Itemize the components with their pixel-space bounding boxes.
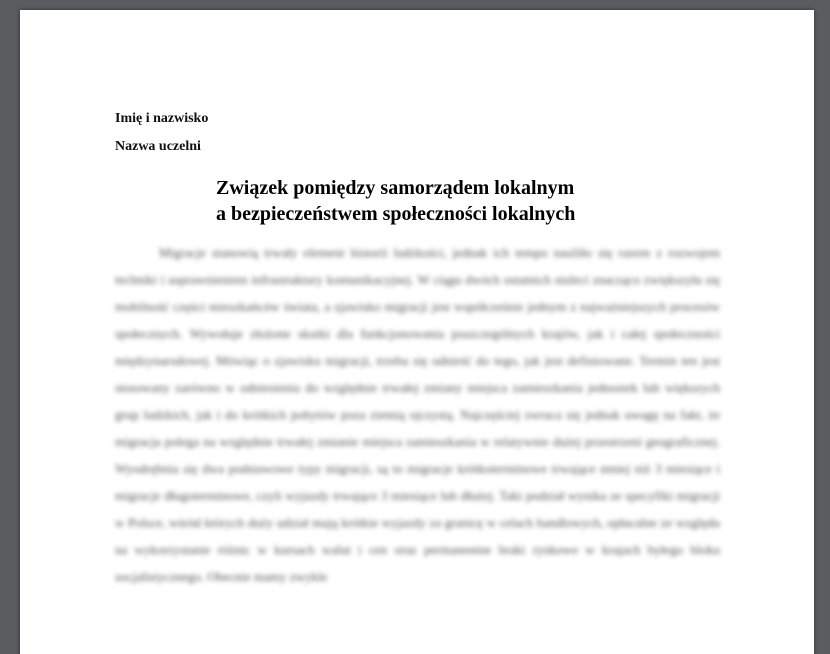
title-line-2: a bezpieczeństwem społeczności lokalnych xyxy=(216,203,576,225)
university-name: Nazwa uczelni xyxy=(115,139,201,154)
body-paragraph: Migracje stanowią trwały element historii ludzkości, jednak ich tempo nasiliło się razem z rozwojem techniki i usprawnieniem infrastruktury komunikacyjnej. W ciągu dwóch ostatnich stuleci znacząco zwiększyła się mobilność części mieszkańców świata, a zjawisko migracji jest współcześnie jednym z najważniejszych procesów społecznych. Wywołuje złożone skutki dla funkcjonowania poszczególnych krajów, jak i całej społeczności międzynarodowej. Mówiąc o zjawisku migracji, trzeba się odnieść do tego, jak jest definiowane. Termin ten jest stosowany zarówno w odniesieniu do względnie trwałej zmiany miejsca zamieszkania jednostek lub większych grup ludzkich, jak i do krótkich pobytów poza ziemią ojczystą. Najczęściej zwraca się jednak uwagę na fakt, że migracja polega na względnie trwałej zmianie miejsca zamieszkania w relatywnie dużej przestrzeni geograficznej. Wyodrębnia się dwa podstawowe typy migracji, są to migracje krótkoterminowe trwające mniej niż 3 miesiące i migracje długoterminowe, czyli wyjazdy trwające 3 miesiące lub dłużej. Taki podział wynika ze specyfiki migracji w Polsce, wśród których duży udział mają krótkie wyjazdy za granicę w celach handlowych, opłacalne ze względu na wykorzystanie różnic w kursach walut i cen oraz permanentne braki rynkowe w krajach byłego bloku socjalistycznego. Obecnie mamy zwykle xyxy=(115,245,720,584)
document-page xyxy=(20,10,814,654)
title-line-1: Związek pomiędzy samorządem lokalnym xyxy=(216,177,575,199)
document-title xyxy=(115,175,720,227)
page-content xyxy=(115,105,720,590)
author-name: Imię i nazwisko xyxy=(115,111,209,126)
